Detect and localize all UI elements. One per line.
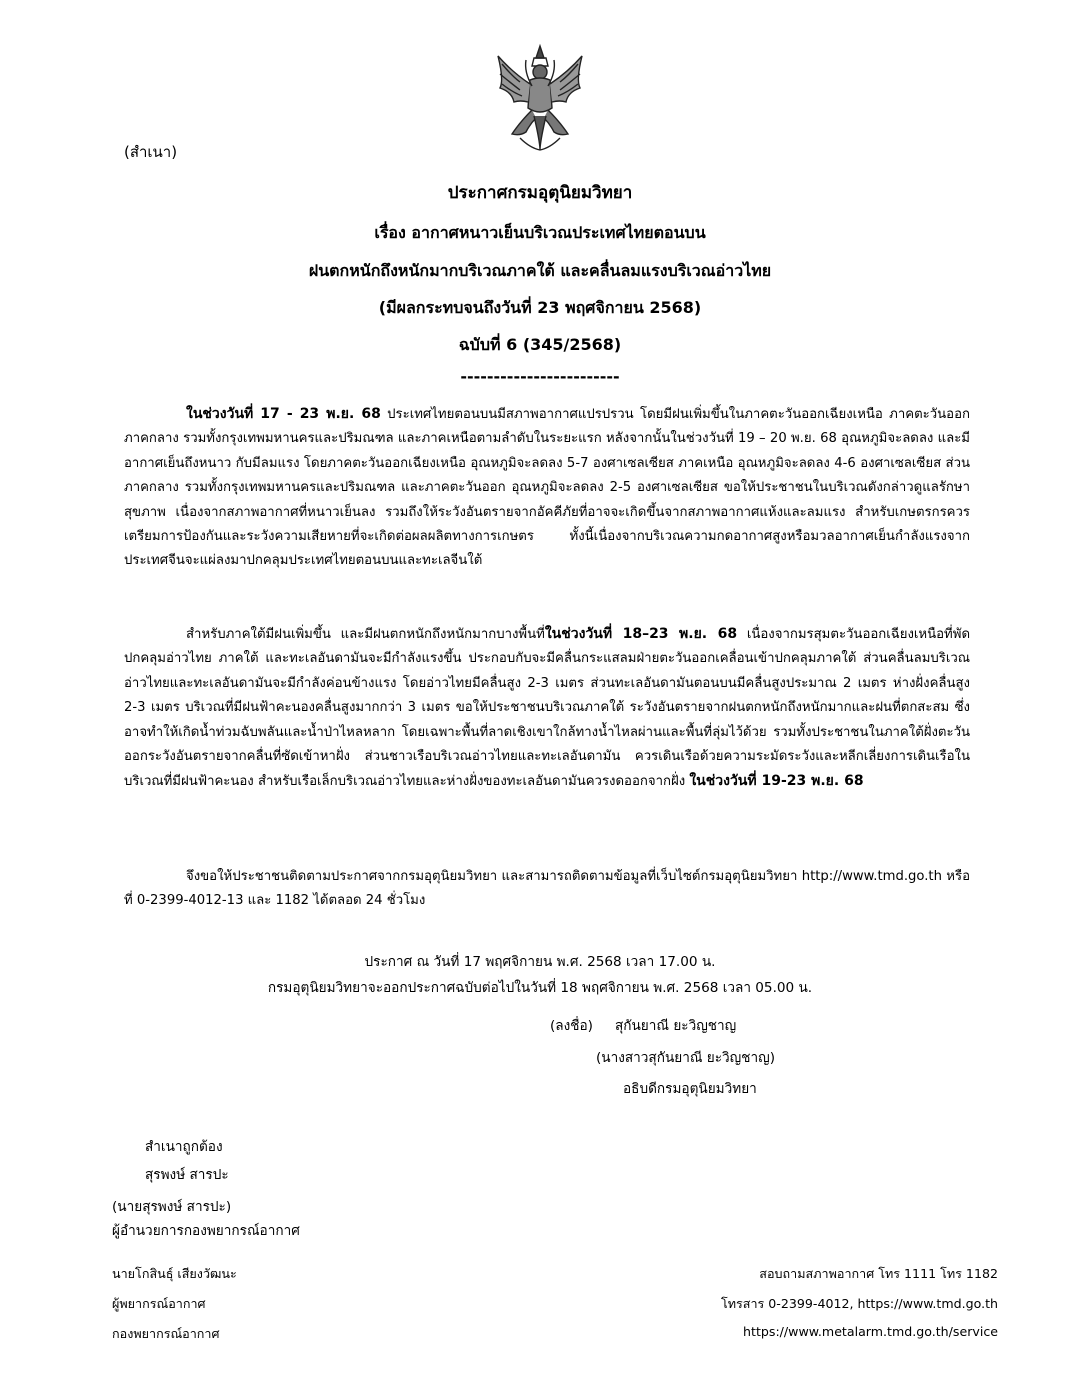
paragraph-2 [124, 622, 970, 795]
signer-position: อธิบดีกรมอุตุนิยมวิทยา [623, 1081, 757, 1097]
paragraph-1-lead: ในช่วงวันที่ 17 - 23 พ.ย. 68 [186, 406, 381, 422]
garuda-emblem-icon [490, 42, 590, 154]
next-announcement: กรมอุตุนิยมวิทยาจะออกประกาศฉบับต่อไปในวันที่ 18 พฤศจิกายน พ.ศ. 2568 เวลา 05.00 น. [267, 980, 813, 996]
signer-full-name: (นางสาวสุกันยาณี ยะวิญชาญ) [596, 1050, 776, 1066]
paragraph-2-text-before: สำหรับภาคใต้มีฝนเพิ่มขึ้น และมีฝนตกหนักถึงหนักมากบางพื้นที่ [186, 627, 545, 642]
certified-label: สำเนาถูกต้อง [145, 1139, 223, 1155]
service-link[interactable]: https://www.metalarm.tmd.go.th/service [743, 1324, 998, 1339]
signature-line [550, 1014, 736, 1036]
paragraph-1-text: ประเทศไทยตอนบนมีสภาพอากาศแปรปรวน โดยมีฝนเพิ่มขึ้นในภาคตะวันออกเฉียงเหนือ ภาคตะวันออก ภาคกลาง รวมทั้งกรุงเทพมหานครและปริมณฑล และภาคเหนือตามลำดับในระยะแรก หลังจากนั้นในช่วงวันที่ 19 – 20 พ.ย. 68 อุณหภูมิจะลดลง และมีอากาศเย็นถึงหนาว กับมีลมแรง โดยภาคตะวันออกเฉียงเหนือ อุณหภูมิจะลดลง 5-7 องศาเซลเซียส ภาคเหนือ อุณหภูมิจะลดลง 4-6 องศาเซลเซียส ส่วนภาคกลาง รวมทั้งกรุงเทพมหานครและปริมณฑล และภาคตะวันออก อุณหภูมิจะลดลง 2-5 องศาเซลเซียส ขอให้ประชาชนในบริเวณดังกล่าวดูแลรักษาสุขภาพ เนื่องจากสภาพอากาศที่หนาวเย็นลง รวมถึงให้ระวังอันตรายจากอัคคีภัยที่อาจจะเกิดขึ้นจากสภาพอากาศแห้งและลมแรง สำหรับเกษตรกรควรเตรียมการป้องกันและระวังความเสียหายที่จะเกิดต่อผลผลิตทางการเกษตร ทั้งนี้เนื่องจากบริเวณความกดอากาศสูงหรือมวลอากาศเย็นกำลังแรงจากประเทศจีนจะแผ่ลงมาปกคลุมประเทศไทยตอนบนและทะเลจีนใต้ [124, 407, 970, 569]
forecaster-division: กองพยากรณ์อากาศ [112, 1326, 220, 1341]
paragraph-3 [124, 865, 970, 914]
signed-name: สุกันยาณี ยะวิญชาญ [614, 1018, 737, 1034]
paragraph-2-bold-2: ในช่วงวันที่ 19-23 พ.ย. 68 [689, 773, 864, 790]
separator-line: ------------------------ [460, 367, 620, 386]
forecaster-name: นายโกสินธุ์ เสียงวัฒนะ [112, 1266, 237, 1281]
forecaster-role: ผู้พยากรณ์อากาศ [112, 1296, 206, 1311]
contact-fax: โทรสาร 0-2399-4012, https://www.tmd.go.th [720, 1296, 998, 1311]
announcement-date: ประกาศ ณ วันที่ 17 พฤศจิกายน พ.ศ. 2568 เวลา 17.00 น. [364, 954, 716, 970]
document-title: ประกาศกรมอุตุนิยมวิทยา [447, 183, 633, 203]
certifier-name: สุรพงษ์ สารปะ [145, 1167, 229, 1183]
certifier-position: ผู้อำนวยการกองพยากรณ์อากาศ [112, 1223, 300, 1239]
certifier-full-name: (นายสุรพงษ์ สารปะ) [112, 1199, 232, 1215]
document-subject: เรื่อง อากาศหนาวเย็นบริเวณประเทศไทยตอนบน [374, 223, 706, 242]
contact-phone: สอบถามสภาพอากาศ โทร 1111 โทร 1182 [759, 1266, 998, 1281]
effective-date: (มีผลกระทบจนถึงวันที่ 23 พฤศจิกายน 2568) [378, 298, 702, 317]
paragraph-2-bold-1: ในช่วงวันที่ 18–23 พ.ย. 68 [544, 626, 738, 642]
paragraph-2-text-middle: เนื่องจากมรสุมตะวันออกเฉียงเหนือที่พัดปกคลุมอ่าวไทย ภาคใต้ และทะเลอันดามันจะมีกำลังแรงขึ้น ประกอบกับจะมีคลื่นกระแสลมฝ่ายตะวันออกเคลื่อนเข้าปกคลุมภาคใต้ ส่วนคลื่นลมบริเวณอ่าวไทยและทะเลอันดามันจะมีกำลังค่อนข้างแรง โดยอ่าวไทยมีคลื่นสูง 2-3 เมตร ส่วนทะเลอันดามันตอนบนมีคลื่นสูงประมาณ 2 เมตร ห่างฝั่งคลื่นสูง 2-3 เมตร บริเวณที่มีฝนฟ้าคะนองคลื่นสูงมากกว่า 3 เมตร ขอให้ประชาชนบริเวณภาคใต้ ระวังอันตรายจากฝนตกหนักถึงหนักมากและฝนที่ตกสะสม ซึ่งอาจทำให้เกิดน้ำท่วมฉับพลันและน้ำป่าไหลหลาก โดยเฉพาะพื้นที่ลาดเชิงเขาใกล้ทางน้ำไหลผ่านและพื้นที่ลุ่มไว้ด้วย รวมทั้งประชาชนในภาคใต้ฝั่งตะวันออกระวังอันตรายจากคลื่นที่ซัดเข้าหาฝั่ง ส่วนชาวเรือบริเวณอ่าวไทยและทะเลอันดามัน ควรเดินเรือด้วยความระมัดระวังและหลีกเลี่ยงการเดินเรือในบริเวณที่มีฝนฟ้าคะนอง สำหรับเรือเล็กบริเวณอ่าวไทยและห่างฝั่งของทะเลอันดามันควรงดออกจากฝั่ง [124, 627, 971, 790]
paragraph-1 [124, 402, 970, 574]
paragraph-3-text: จึงขอให้ประชาชนติดตามประกาศจากกรมอุตุนิยมวิทยา และสามารถติดตามข้อมูลที่เว็บไซต์กรมอุตุนิยมวิทยา http://www.tmd.go.th หรือที่ 0-2399-4012-13 และ 1182 ได้ตลอด 24 ชั่วโมง [124, 869, 970, 909]
copy-label: (สำเนา) [124, 143, 178, 161]
document-subject-line2: ฝนตกหนักถึงหนักมากบริเวณภาคใต้ และคลื่นลมแรงบริเวณอ่าวไทย [308, 261, 772, 280]
signed-label: (ลงชื่อ) [550, 1018, 593, 1034]
issue-number: ฉบับที่ 6 (345/2568) [458, 335, 622, 354]
